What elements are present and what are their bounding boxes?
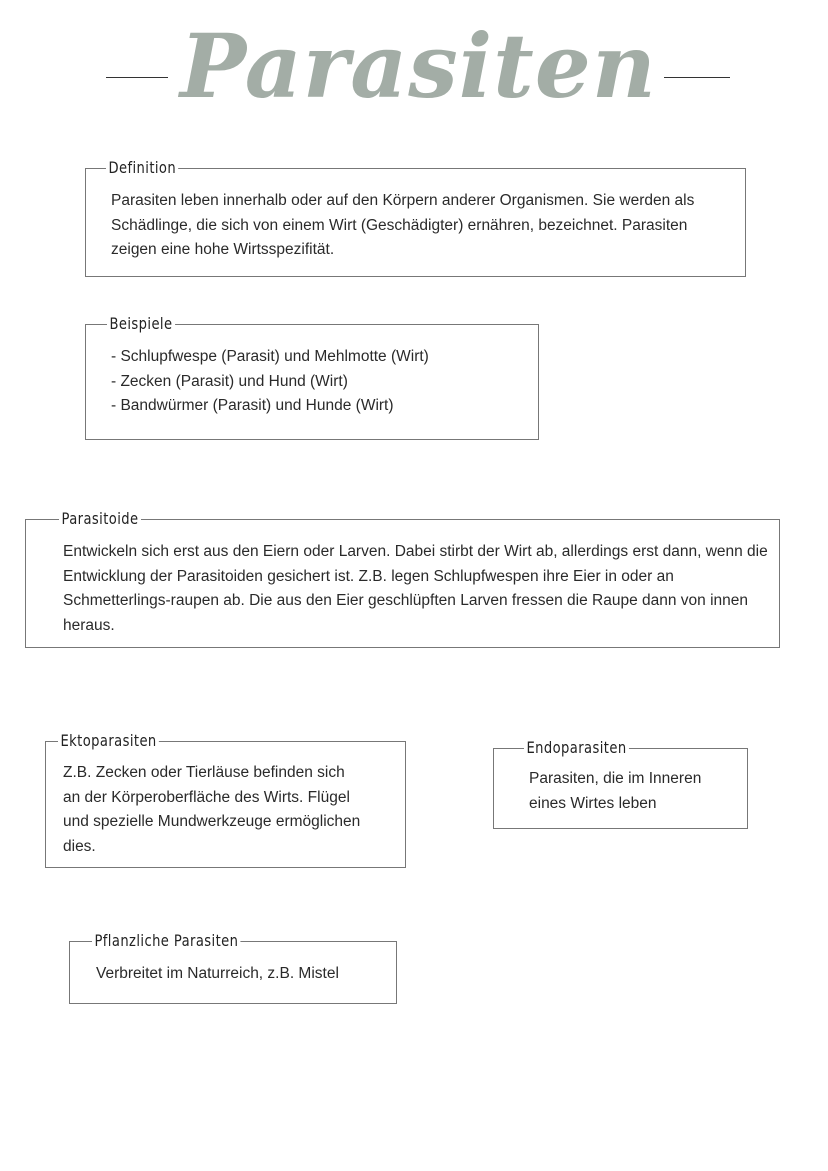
plant-parasites-text-block — [96, 962, 391, 987]
plant-parasites-text: Verbreitet im Naturreich, z.B. Mistel — [96, 965, 339, 982]
title-divider-left — [106, 77, 168, 78]
definition-text: Parasiten leben innerhalb oder auf den Körpern anderer Organismen. Sie werden als Schädlinge, die sich von einem Wirt (Geschädigter) ernähren, bezeichnet. Parasiten zeigen eine hohe Wirtsspezifität. — [111, 192, 695, 258]
ectoparasites-label: Ektoparasiten — [58, 731, 159, 751]
plant-parasites-box — [69, 931, 397, 1004]
list-item: - Bandwürmer (Parasit) und Hunde (Wirt) — [111, 397, 394, 414]
examples-box — [85, 314, 539, 440]
ectoparasites-box — [45, 731, 406, 868]
definition-box — [85, 158, 746, 277]
parasitoids-text: Entwickeln sich erst aus den Eiern oder Larven. Dabei stirbt der Wirt ab, allerdings erst dann, wenn die Entwicklung der Parasitoiden gesichert ist. Z.B. legen Schlupfwespen ihre Eier in oder an Schmetterlings-raupen ab. Die aus den Eier geschlüpften Larven fressen die Raupe dann von innen heraus. — [63, 543, 768, 634]
parasitoids-text-block — [63, 540, 773, 638]
list-item: - Zecken (Parasit) und Hund (Wirt) — [111, 372, 348, 390]
title-divider-right — [664, 77, 730, 78]
list-item: - Schlupfwespe (Parasit) und Mehlmotte (Wirt) — [111, 348, 429, 365]
endoparasites-text: Parasiten, die im Inneren eines Wirtes leben — [529, 770, 702, 812]
definition-label: Definition — [106, 158, 179, 178]
parasitoids-box — [25, 509, 780, 648]
title-area — [0, 0, 828, 130]
ectoparasites-text-block — [63, 761, 363, 859]
endoparasites-label: Endoparasiten — [524, 738, 629, 758]
examples-list-block — [111, 345, 531, 419]
endoparasites-box — [493, 738, 748, 829]
parasitoids-label: Parasitoide — [59, 509, 141, 529]
plant-parasites-label: Pflanzliche Parasiten — [92, 931, 241, 951]
examples-label: Beispiele — [107, 314, 175, 334]
definition-text-block — [111, 189, 731, 263]
endoparasites-text-block — [529, 767, 734, 816]
examples-list — [111, 345, 531, 419]
ectoparasites-text: Z.B. Zecken oder Tierläuse befinden sich an der Körperoberfläche des Wirts. Flügel und spezielle Mundwerkzeuge ermöglichen dies. — [63, 764, 361, 855]
page-title: Parasiten — [180, 14, 657, 118]
